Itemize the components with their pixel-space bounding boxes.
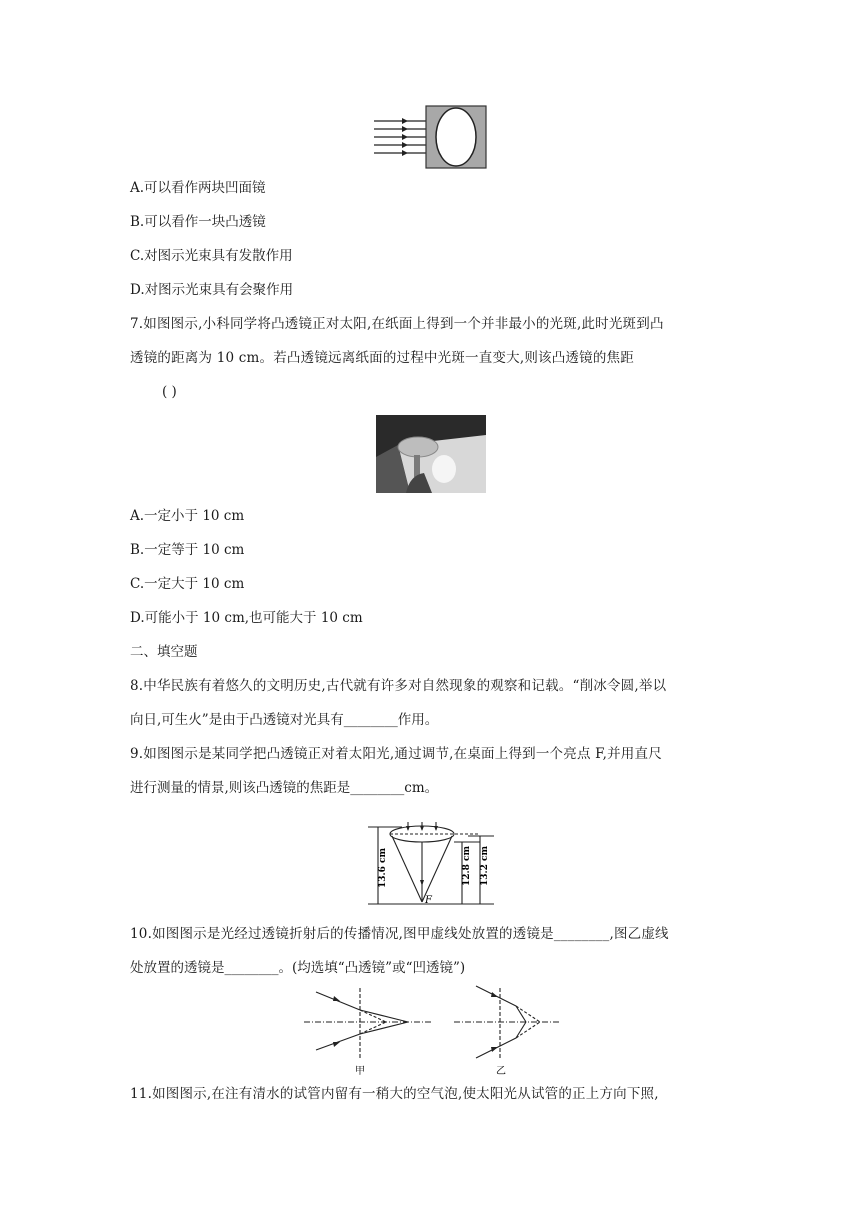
section-heading-fill-blank: 二、填空题: [130, 644, 198, 660]
bubble-lens-figure: [372, 104, 492, 170]
dim-label-middle: 12.8 cm: [462, 845, 472, 886]
dim-label-right: 13.2 cm: [480, 845, 490, 886]
q9-line-1: 9.如图图示是某同学把凸透镜正对着太阳光,通过调节,在桌面上得到一个亮点 F,并用直尺: [130, 746, 662, 762]
lens-photo-figure: [376, 415, 486, 493]
q7-option-d: D.可能小于 10 cm,也可能大于 10 cm: [130, 610, 363, 626]
figure-label-jia: 甲: [355, 1066, 365, 1076]
q7-line-1: 7.如图图示,小科同学将凸透镜正对太阳,在纸面上得到一个并非最小的光斑,此时光斑到凸: [130, 316, 664, 332]
q6-option-b: B.可以看作一块凸透镜: [130, 214, 266, 230]
q10-line-2: 处放置的透镜是________。(均选填“凸透镜”或“凹透镜”): [130, 960, 466, 976]
q6-option-a: A.可以看作两块凹面镜: [130, 180, 266, 196]
q9-line-2: 进行测量的情景,则该凸透镜的焦距是________cm。: [130, 780, 439, 796]
q6-option-c: C.对图示光束具有发散作用: [130, 248, 293, 264]
q7-option-a: A.一定小于 10 cm: [130, 508, 245, 524]
focal-point-label: F: [425, 895, 432, 906]
q7-option-b: B.一定等于 10 cm: [130, 542, 245, 558]
q7-answer-blank: ( ): [162, 384, 177, 400]
figure-label-yi: 乙: [496, 1066, 506, 1076]
q8-line-2: 向日,可生火”是由于凸透镜对光具有________作用。: [130, 712, 439, 728]
focal-length-figure: [368, 822, 496, 910]
refraction-figure: [304, 982, 560, 1076]
q7-line-2: 透镜的距离为 10 cm。若凸透镜远离纸面的过程中光斑一直变大,则该凸透镜的焦距: [130, 350, 634, 366]
q11-line-1: 11.如图图示,在注有清水的试管内留有一稍大的空气泡,使太阳光从试管的正上方向下照,: [130, 1086, 659, 1102]
q6-option-d: D.对图示光束具有会聚作用: [130, 282, 294, 298]
q10-line-1: 10.如图图示是光经过透镜折射后的传播情况,图甲虚线处放置的透镜是________,图乙虚线: [130, 926, 669, 942]
q7-option-c: C.一定大于 10 cm: [130, 576, 245, 592]
q8-line-1: 8.中华民族有着悠久的文明历史,古代就有许多对自然现象的观察和记载。“削冰令圆,举以: [130, 678, 667, 694]
dim-label-left: 13.6 cm: [378, 847, 388, 888]
